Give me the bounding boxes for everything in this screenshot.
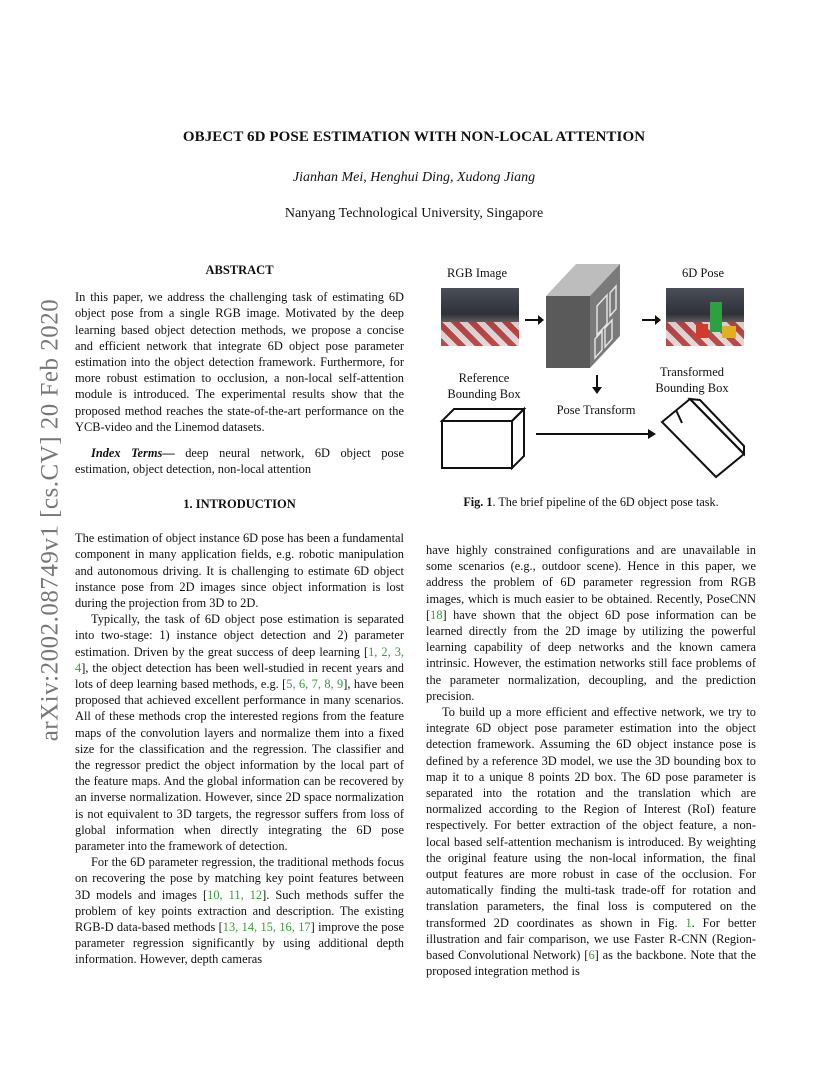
- intro-p3-part-c: ] improve the pose parameter regression significantly by using additional depth information. However, depth cameras: [75, 920, 404, 967]
- arrow-down-icon: [592, 375, 602, 394]
- right-p2-part-c: ] as the backbone. Note that the proposed integration method is: [426, 948, 757, 979]
- intro-paragraph-1: The estimation of object instance 6D pose has been a fundamental component in many application fields, e.g. robotic manipulation and autonomous driving. It is challenging to estimate 6D object instance pose from 2D images since object information is lost during the projection from 3D to 2D.: [75, 531, 404, 611]
- arrow-right-icon: [536, 429, 656, 439]
- intro-p2-part-b: ], the object detection has been well-studied in recent years and lots of deep learning based methods, e.g. [: [75, 660, 404, 692]
- paper-affiliation: Nanyang Technological University, Singapore: [284, 206, 544, 221]
- index-terms-text: deep neural network, 6D object pose estimation, object detection, non-local attention: [75, 446, 404, 477]
- intro-heading: 1. INTRODUCTION: [183, 497, 296, 511]
- intro-p2-part-c: ], have been proposed that achieved excellent performance in many scenarios. All of these methods crop the interested regions from the feature maps of the convolution layers and normalize them into a fixed size for the classification and the regression. The classifier and the regressor predict the object information by the local part of the feature maps. And the global information can be recovered by an inverse normalization. However, since 2D space normalization is not equivalent to 3D targets, the regressor suffers from loss of global information when directly integrating the 6D pose parameter into the framework of detection.: [75, 677, 404, 854]
- abstract-heading: ABSTRACT: [205, 263, 274, 277]
- figure-1: [426, 258, 756, 488]
- arxiv-identifier: [38, 285, 62, 755]
- network-block: [546, 264, 620, 368]
- intro-paragraph-2: [75, 611, 404, 854]
- citation-link[interactable]: 18: [430, 607, 443, 622]
- index-terms-label: Index Terms—: [91, 446, 175, 461]
- index-terms: [75, 445, 404, 477]
- right-p2-part-a: To build up a more efficient and effective network, we try to integrate 6D object pose parameter estimation into the object detection framework. Assuming the 6D object instance pose is defined by a reference 3D model, we use the 3D bounding box to map it to a unique 8 points 2D box. The 6D pose parameter is separated into the rotation and the translation which are normalized according to the Region of Interest (RoI) feature respectively. For better extraction of the object feature, a non-local based self-attention mechanism is introduced. By weighting the original feature using the non-local information, the final output features are more robust in case of the occlusion. For automatically finding the multi-task trade-off for rotation and translation parameters, the final loss is computered on the transformed 2D coordinates as shown in Fig.: [426, 705, 756, 930]
- paper-authors: Jianhan Mei, Henghui Ding, Xudong Jiang: [292, 170, 536, 185]
- arrow-right-icon: [525, 315, 544, 325]
- figure-caption-number: Fig. 1: [463, 495, 493, 509]
- transformed-box-icon: [662, 399, 744, 477]
- figure-label-transformed-box: Transformed Bounding Box: [655, 365, 729, 395]
- figure-1-caption: [426, 495, 756, 510]
- left-column-intro: [75, 496, 404, 968]
- right-paragraph-2: [426, 704, 756, 979]
- abstract-text: In this paper, we address the challenging task of estimating 6D object pose from a single RGB image. Motivated by the deep learning based object detection methods, we propose a concise and efficient network that integrate 6D object pose parameter estimation into the object detection framework. Furthermore, for more robust estimation to occlusion, a non-local self-attention module is introduced. The experimental results show that the proposed method reaches the state-of-the-art performance on the YCB-video and the Linemod datasets.: [75, 290, 404, 434]
- citation-link[interactable]: 6: [588, 948, 595, 963]
- figure-caption-text: . The brief pipeline of the 6D object pose task.: [492, 495, 719, 509]
- citation-link[interactable]: 1, 2, 3, 4: [75, 644, 405, 675]
- citation-link[interactable]: 10, 11, 12: [207, 887, 263, 902]
- arxiv-identifier-text: arXiv:2002.08749v1 [cs.CV] 20 Feb 2020: [36, 298, 64, 742]
- reference-box-icon: [442, 409, 524, 468]
- intro-paragraph-3: [75, 854, 404, 967]
- intro-p3-part-a: For the 6D parameter regression, the traditional methods focus on recovering the pose by matching key point features between 3D models and images [: [75, 855, 404, 902]
- figure-reference-link[interactable]: 1: [685, 915, 692, 930]
- citation-link[interactable]: 5, 6, 7, 8, 9: [286, 677, 344, 692]
- paper-title: OBJECT 6D POSE ESTIMATION WITH NON-LOCAL ATTENTION: [182, 129, 646, 145]
- figure-label-6d-pose: 6D Pose: [682, 266, 725, 280]
- right-p1-part-a: have highly constrained configurations and are unavailable in some scenarios (e.g., outdoor scene). Hence in this paper, we address the problem of 6D parameter regression from RGB images, which is much easier to be obtained. Recently, PoseCNN [: [426, 543, 756, 622]
- intro-p3-part-b: ]. Such methods suffer the problem of key points extraction and description. The existing RGB-D data-based methods [: [75, 887, 404, 935]
- right-p1-part-b: ] have shown that the object 6D pose information can be learned directly from the 2D image by utilizing the powerful learning capability of deep networks and the known camera intrinsic. However, the estimation networks still face problems of the parameter normalization, decoupling, and the prediction precision.: [426, 607, 756, 703]
- figure-label-reference-box: Reference Bounding Box: [447, 371, 521, 401]
- citation-link[interactable]: 13, 14, 15, 16, 17: [222, 920, 311, 935]
- right-p2-part-b: . For better illustration and fair comparison, we use Faster R-CNN (Region-based Convolutional Network) [: [426, 915, 756, 963]
- figure-label-pose-transform: Pose Transform: [556, 403, 636, 417]
- intro-p2-part-a: Typically, the task of 6D object pose estimation is separated into two-stage: 1) instance object detection and 2) parameter estimation. Driven by the great success of deep learning [: [75, 612, 404, 659]
- right-paragraph-1: [426, 542, 756, 704]
- arrow-right-icon: [642, 315, 661, 325]
- right-column-text: [426, 542, 756, 979]
- left-column-top: [75, 262, 404, 477]
- figure-label-rgb-image: RGB Image: [447, 266, 508, 280]
